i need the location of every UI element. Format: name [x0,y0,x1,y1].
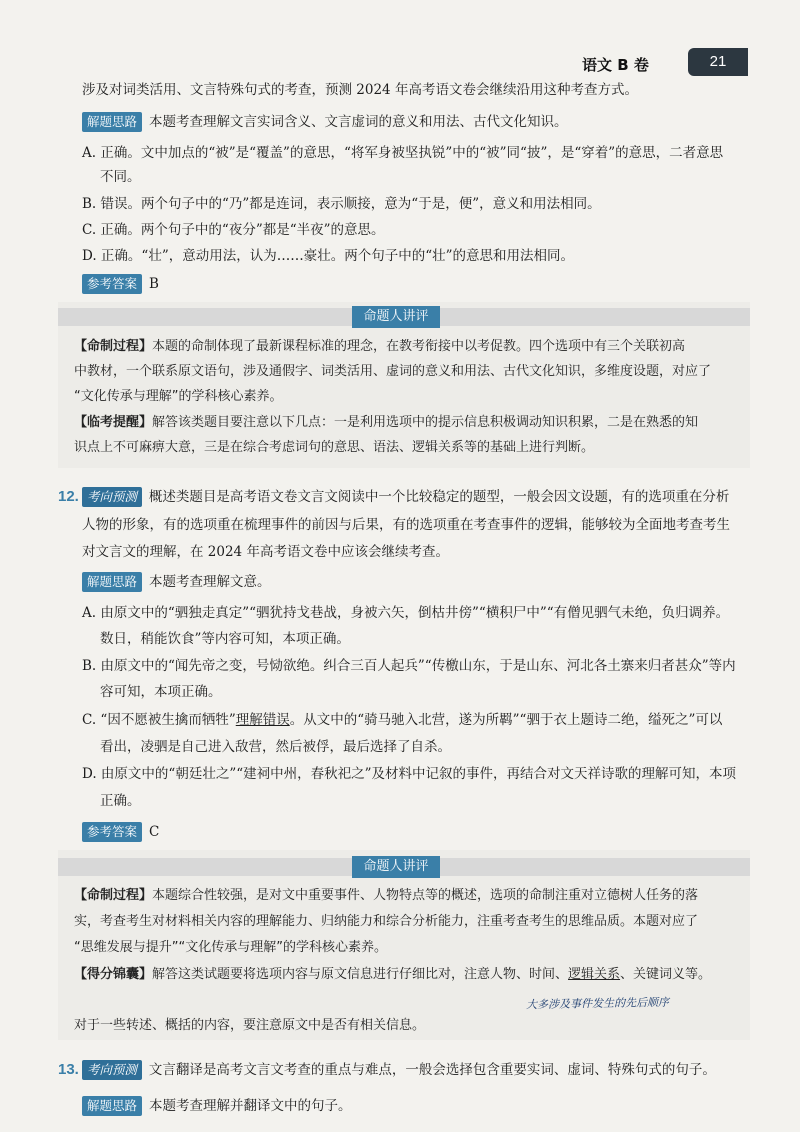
q12-approach-text: 本题考查理解文意。 [149,574,271,590]
commentary-1-label-reminder: 【临考提醒】 [74,415,153,430]
q13-forecast [58,1060,716,1080]
q13-approach [82,1096,352,1116]
approach-tag: 解题思路 [82,112,142,132]
q11-answer-value: B [149,276,159,292]
q12-option-d-line2: 正确。 [100,793,141,809]
q12-option-c-marked: 理解错误 [235,712,290,728]
q12-option-c-line2: 看出，凌驷是自己进入敌营，然后被俘，最后选择了自杀。 [100,739,451,755]
forecast-tag: 考向预测 [82,1060,142,1080]
q11-approach [82,112,568,132]
commentary-2-label-process: 【命制过程】 [74,888,153,903]
handwritten-note: 大多涉及事件发生的先后顺序 [525,995,670,1012]
commentary-2-line1 [74,886,698,906]
q12-forecast-line3: 对文言文的理解，在 2024 年高考语文卷中应该会继续考查。 [82,544,449,560]
q11-option-c: C. 正确。两个句子中的“夜分”都是“半夜”的意思。 [82,222,385,238]
commentary-2-text4-pre: 解答这类试题要将选项内容与原文信息进行仔细比对，注意人物、时间、 [152,967,569,982]
q12-option-c-line1 [82,710,722,730]
commentary-2-line2: 实，考查考生对材料相关内容的理解能力、归纳能力和综合分析能力，注重考查考生的思维品质。本题对应了 [74,914,699,929]
q12-option-c-pre: C. “因不愿被生擒而牺牲” [82,712,236,728]
commentary-2-text4-marked: 逻辑关系 [568,967,621,982]
q12-option-a-line2: 数日，稍能饮食”等内容可知，本项正确。 [100,631,350,647]
q12-approach [82,572,271,592]
commentary-1-line4 [74,413,698,433]
q12-option-c-post: 。从文中的“骑马驰入北营，遂为所羁”“驷于衣上题诗二绝，缢死之”可以 [289,712,723,728]
q12-forecast-line2: 人物的形象，有的选项重在梳理事件的前因与后果，有的选项重在考查事件的逻辑，能够较为全面地考查考生 [82,517,730,533]
answer-tag: 参考答案 [82,274,142,294]
book-title: 语文 B 卷 [582,56,649,74]
commentary-2-line5: 对于一些转述、概括的内容，要注意原文中是否有相关信息。 [74,1018,426,1033]
commentary-2-text4-post: 、关键词义等。 [620,967,712,982]
q12-option-b-line1: B. 由原文中的“闻先帝之变，号恸欲绝。纠合三百人起兵”“传檄山东，于是山东、河北各土寨来归者甚众”等内 [82,658,736,674]
q12-option-a-line1: A. 由原文中的“驷独走真定”“驷犹持戈巷战，身被六矢，倒枯井傍”“横积尸中”“有僧见驷气未绝，负归调养。 [82,605,730,621]
q12-number: 12. [58,488,79,505]
commentary-1-title: 命题人讲评 [352,306,440,328]
commentary-1-label-process: 【命制过程】 [74,339,153,354]
q12-forecast-text1: 概述类题目是高考语文卷文言文阅读中一个比较稳定的题型，一般会因文设题，有的选项重在分析 [148,489,730,505]
commentary-1-line1 [74,337,685,357]
q11-option-d: D. 正确。“壮”，意动用法，认为……豪壮。两个句子中的“壮”的意思和用法相同。 [82,248,575,264]
commentary-1-line2: 中教材，一个联系原文语句，涉及通假字、词类活用、虚词的意义和用法、古代文化知识，多维度设题，对应了 [74,364,712,379]
q12-option-d-line1: D. 由原文中的“朝廷壮之”“建祠中州，春秋祀之”及材料中记叙的事件，再结合对文天祥诗歌的理解可知，本项 [82,766,737,782]
q12-option-b-line2: 容可知，本项正确。 [100,684,222,700]
commentary-1-line3: “文化传承与理解”的学科核心素养。 [74,389,283,404]
commentary-2-title: 命题人讲评 [352,856,440,878]
answer-tag: 参考答案 [82,822,142,842]
forecast-tag: 考向预测 [82,487,142,507]
commentary-2-text1: 本题综合性较强，是对文中重要事件、人物特点等的概述，选项的命制注重对立德树人任务的落 [152,888,699,903]
q12-answer-value: C [149,824,160,840]
q11-option-a-line2: 不同。 [100,169,141,185]
approach-tag: 解题思路 [82,1096,142,1116]
q11-option-b: B. 错误。两个句子中的“乃”都是连词，表示顺接，意为“于是，便”，意义和用法相同。 [82,196,601,212]
intro-line: 涉及对词类活用、文言特殊句式的考查，预测 2024 年高考语文卷会继续沿用这种考查方式。 [82,82,638,98]
commentary-1-text1: 本题的命制体现了最新课程标准的理念，在教考衔接中以考促教。四个选项中有三个关联初高 [152,339,686,354]
q11-option-a-line1: A. 正确。文中加点的“被”是“覆盖”的意思，“将军身被坚执锐”中的“被”同“披”，是“穿着”的意思，二者意思 [82,145,724,161]
commentary-1-line5: 识点上不可麻痹大意，三是在综合考虑词句的意思、语法、逻辑关系等的基础上进行判断。 [74,440,595,455]
commentary-1-text4: 解答该类题目要注意以下几点：一是利用选项中的提示信息积极调动知识积累，二是在熟悉的知 [152,415,699,430]
q13-forecast-text: 文言翻译是高考文言文考查的重点与难点，一般会选择包含重要实词、虚词、特殊句式的句子。 [148,1062,716,1078]
q11-approach-text: 本题考查理解文言实词含义、文言虚词的意义和用法、古代文化知识。 [149,114,568,130]
q12-answer [82,822,159,842]
approach-tag: 解题思路 [82,572,142,592]
q13-approach-text: 本题考查理解并翻译文中的句子。 [149,1098,352,1114]
page-number-badge: 21 [688,48,748,76]
commentary-2-line4 [74,965,711,985]
q13-number: 13. [58,1061,79,1078]
q12-forecast-line1 [58,487,729,507]
commentary-2-line3: “思维发展与提升”“文化传承与理解”的学科核心素养。 [74,940,387,955]
q11-answer [82,274,159,294]
commentary-2-label-tips: 【得分锦囊】 [74,967,153,982]
